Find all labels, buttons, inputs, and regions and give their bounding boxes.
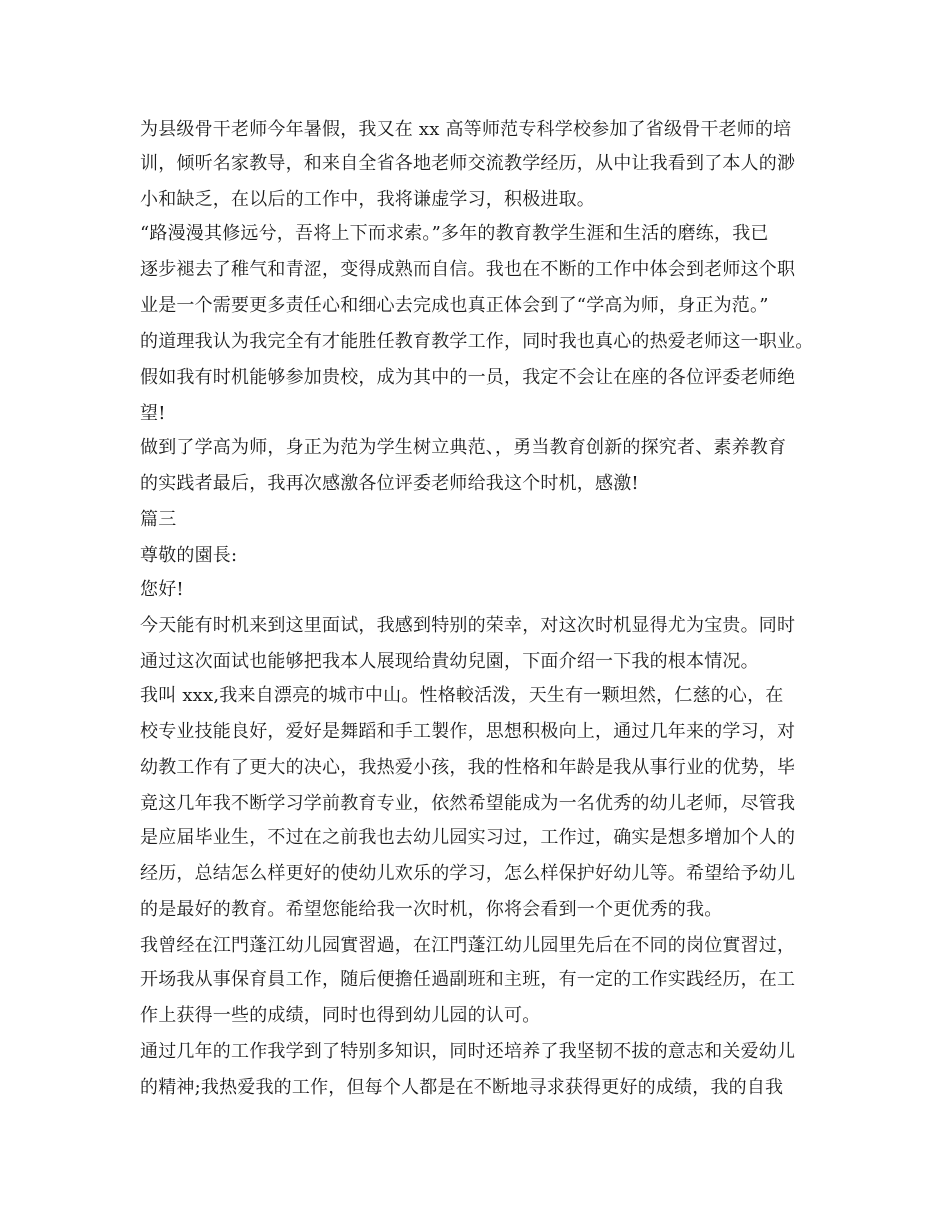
salutation: 尊敬的園長:	[140, 545, 238, 566]
text-line: 望!	[140, 403, 166, 424]
text-line: 今天能有时机来到这里面试，我感到特别的荣幸，对这次时机显得尤为宝贵。同时	[140, 615, 796, 636]
text-line: 开场我从事保育員工作，随后便擔任過副班和主班，有一定的工作实践经历，在工	[140, 969, 796, 990]
text-line: 通过这次面试也能够把我本人展现给貴幼兒園，下面介绍一下我的根本情况。	[140, 651, 759, 672]
text-line: 小和缺乏，在以后的工作中，我将谦虚学习，积极进取。	[140, 189, 595, 210]
text-line: 经历，总结怎么样更好的使幼儿欢乐的学习，怎么样保护好幼儿等。希望给予幼儿	[140, 863, 796, 884]
text-line: 竟这几年我不断学习学前教育专业，依然希望能成为一名优秀的幼儿老师，尽管我	[140, 793, 796, 814]
text-line: 做到了学高为师，身正为范为学生树立典范、，勇当教育创新的探究者、素养教育	[140, 437, 787, 458]
section-heading: 篇三	[140, 509, 177, 530]
text-line: 幼教工作有了更大的决心，我热爱小孩，我的性格和年龄是我从事行业的优势，毕	[140, 757, 796, 778]
text-line: “路漫漫其修远兮，吾将上下而求索。”多年的教育教学生涯和生活的磨练，我已	[140, 223, 769, 244]
text-line: 的是最好的教育。希望您能给我一次时机，你将会看到一个更优秀的我。	[140, 899, 723, 920]
text-line: 作上获得一些的成绩，同时也得到幼儿园的认可。	[140, 1005, 541, 1026]
text-line: 逐步褪去了稚气和青涩，变得成熟而自信。我也在不断的工作中体会到老师这个职	[140, 259, 796, 280]
text-line: 我曾经在江門蓬江幼儿园實習過，在江門蓬江幼儿园里先后在不同的岗位實習过，	[140, 935, 796, 956]
text-line: 业是一个需要更多责任心和细心去完成也真正体会到了“学高为师，身正为范。”	[140, 295, 769, 316]
greeting: 您好!	[140, 579, 184, 600]
text-line: 我叫 xxx,我来自漂亮的城市中山。性格較活泼，天生有一颗坦然，仁慈的心，在	[140, 685, 784, 706]
text-line: 的道理我认为我完全有才能胜任教育教学工作，同时我也真心的热爱老师这一职业。	[140, 331, 814, 352]
text-line: 的精神;我热爱我的工作，但每个人都是在不断地寻求获得更好的成绩，我的自我	[140, 1077, 784, 1098]
text-line: 的实践者最后，我再次感激各位评委老师给我这个时机，感激!	[140, 473, 639, 494]
text-line: 假如我有时机能够参加贵校，成为其中的一员，我定不会让在座的各位评委老师绝	[140, 367, 796, 388]
text-line: 是应届毕业生，不过在之前我也去幼儿园实习过，工作过，确实是想多增加个人的	[140, 827, 796, 848]
text-line: 通过几年的工作我学到了特别多知识，同时还培养了我坚韧不拔的意志和关爱幼儿	[140, 1041, 796, 1062]
text-line: 为县级骨干老师今年暑假，我又在 xx 高等师范专科学校参加了省级骨干老师的培	[140, 119, 792, 140]
text-line: 训，倾听名家教导，和来自全省各地老师交流教学经历，从中让我看到了本人的渺	[140, 153, 796, 174]
text-line: 校专业技能良好，爱好是舞蹈和手工製作，思想积极向上，通过几年来的学习，对	[140, 721, 796, 742]
